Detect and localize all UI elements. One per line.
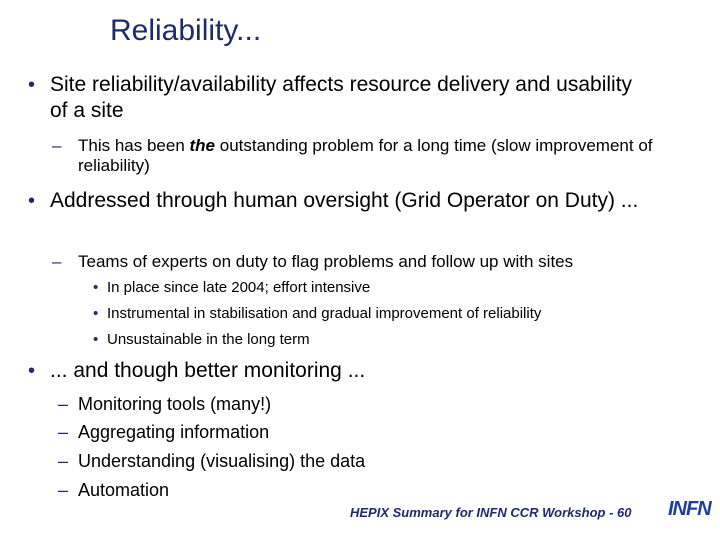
bullet-better-monitoring [28,358,650,384]
bullet-human-oversight [28,188,650,214]
slide-footer: HEPIX Summary for INFN CCR Workshop - 60 [350,505,632,520]
text-emphasis: the [189,136,216,155]
text-pre: This has been [78,136,190,155]
sub-sub-bullet [93,331,707,349]
bullet-text: Addressed through human oversight (Grid Operator on Duty) ... [50,189,639,212]
sub-bullet-text: Automation [78,480,170,500]
sub-bullet-monitoring-item [58,393,271,415]
bullet-dot: • [28,360,36,382]
bullet-dot: • [28,190,36,212]
bullet-dash: – [52,252,62,271]
sub-bullet-text: Monitoring tools (many!) [78,394,272,414]
sub-sub-bullet-text: Unsustainable in the long term [107,331,310,348]
sub-bullet-text [78,136,668,176]
bullet-dash: – [58,422,69,442]
bullet-dot: • [28,74,36,96]
bullet-dash: – [58,394,69,414]
sub-bullet-text: Teams of experts on duty to flag problems and follow up with sites [78,252,574,271]
bullet-dash: – [58,480,69,500]
bullet-text: Site reliability/availability affects resource delivery and usability of a site [50,73,633,122]
bullet-text: ... and though better monitoring ... [50,359,366,382]
sub-sub-bullet-text: Instrumental in stabilisation and gradual improvement of reliability [107,305,542,322]
bullet-dash: – [58,451,69,471]
bullet-dot: • [93,331,99,348]
sub-bullet-text: Understanding (visualising) the data [78,451,366,471]
text-post: outstanding problem for a long time (slow improvement of reliability) [78,136,653,175]
bullet-dot: • [93,279,99,296]
infn-logo: INFN [668,498,711,520]
bullet-site-reliability [28,72,650,124]
sub-bullet-teams-of-experts [52,252,668,272]
bullet-dot: • [93,305,99,322]
sub-bullet-outstanding-problem [52,136,668,176]
bullet-dash: – [52,136,62,155]
sub-sub-bullet [93,279,707,297]
sub-bullet-text: Aggregating information [78,422,270,442]
sub-bullet-monitoring-item [58,479,169,501]
sub-sub-bullet-text: In place since late 2004; effort intensive [107,279,371,296]
sub-bullet-monitoring-item [58,450,365,472]
sub-sub-bullet [93,305,707,323]
slide-title: Reliability... [110,14,262,47]
sub-bullet-monitoring-item [58,421,269,443]
